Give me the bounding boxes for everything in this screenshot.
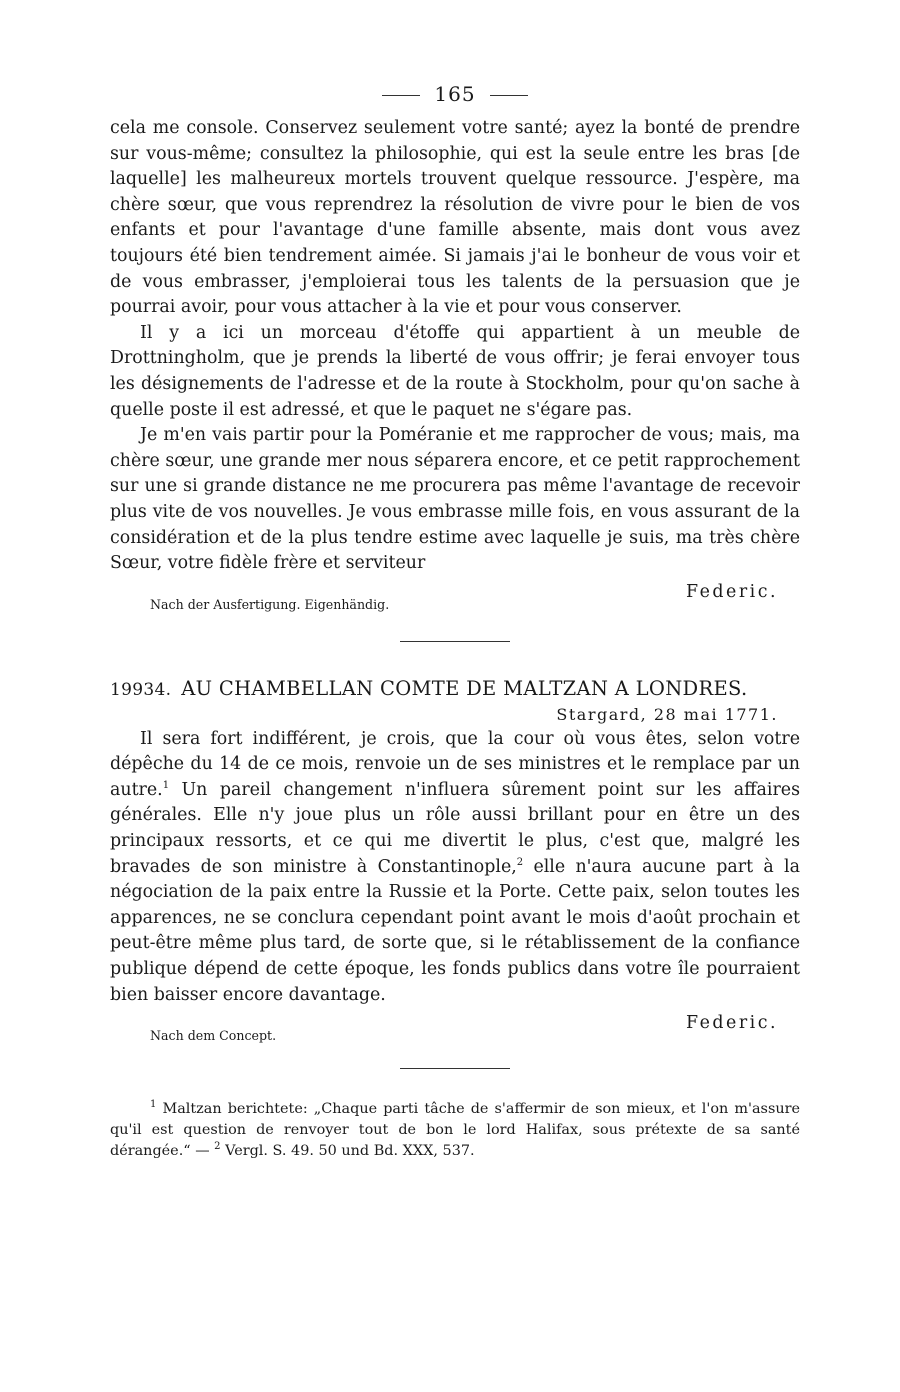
letter-2-dateline: Stargard, 28 mai 1771. [556,704,778,724]
letter-1-signature: Federic. [686,581,778,602]
letter-number: 19934. [110,679,172,700]
letter-1-source-note: Nach der Ausfertigung. Eigenhändig. [150,596,390,612]
letter-2-text-3: elle n'aura aucune part à la négociation de la paix entre la Russie et la Porte. Cette paix, selon toutes les apparences, ne se conclura cependant point avant le mois d'août prochain et peut-être même plus tard, de sorte que, si le rétablissement de la confiance publique dépend de cette époque, les fonds publics dans votre île pourraient bien baisser encore davantage. [110,856,800,1005]
letter-1-paragraph-1: cela me console. Conservez seulement votre santé; ayez la bonté de prendre sur vous-même; consultez la philosophie, qui est la seule entre les bras [de laquelle] les malheureux mortels trouvent quelque ressource. J'espère, ma chère sœur, que vous reprendrez la résolution de vivre pour le bien de vos enfants et pour l'avantage d'une famille absente, mais dont vous avez toujours été bien tendrement aimée. Si jamais j'ai le bonheur de vous voir et de vous embrasser, j'emploierai tous les talents de la persuasion que je pourrai avoir, pour vous attacher à la vie et pour vous conserver. [110,118,800,318]
footnote-divider [400,1068,510,1069]
footnote-text-2: Vergl. S. 49. 50 und Bd. XXX, 537. [220,1143,475,1160]
letter-2-source-note: Nach dem Concept. [150,1028,277,1044]
footnote-ref-1[interactable]: 1 [162,780,170,792]
letter-2-body [110,727,800,1009]
header-dash-left [382,95,420,96]
letter-2-heading [110,676,800,703]
letter-2-signature: Federic. [686,1013,778,1034]
footnote-ref-2[interactable]: 2 [516,856,524,868]
page-header [110,82,800,116]
letter-2-text-1: Il sera fort indifférent, je crois, que la cour où vous êtes, selon votre dépêche du 14 de ce mois, renvoie un de ses ministres et le remplace par un autre. [110,728,800,800]
footnote-text-1: Maltzan berichtete: „Chaque parti tâche de s'affermir de son mieux, et l'on m'assure qu'il est question de renvoyer tout de bon le lord Halifax, sous prétexte de sa santé dérangée.“ — [110,1101,800,1160]
letter-1 [110,116,800,613]
page-number: 165 [434,82,476,106]
book-page [110,82,800,1177]
footnote-mark-1: 1 [150,1099,157,1111]
letter-title: AU CHAMBELLAN COMTE DE MALTZAN A LONDRES. [181,676,748,700]
header-dash-right [490,95,528,96]
footnotes [110,1099,800,1162]
footnote-mark-2: 2 [214,1141,221,1153]
letter-2 [110,676,800,1045]
letter-1-paragraph-2: Il y a ici un morceau d'étoffe qui appartient à un meuble de Drottningholm, que je prends la liberté de vous offrir; je ferai envoyer tous les désignements de l'adresse et de la route à Stockholm, pour qu'on sache à quelle poste il est adressé, et que le paquet ne s'égare pas. [110,322,800,420]
section-divider [400,641,510,642]
letter-1-paragraph-3: Je m'en vais partir pour la Poméranie et me rapprocher de vous; mais, ma chère sœur, une grande mer nous séparera encore, et ce petit rapprochement sur une si grande distance ne me procurera pas même l'avantage de recevoir plus vite de vos nouvelles. Je vous embrasse mille fois, en vous assurant de la considération et de la plus tendre estime avec laquelle je suis, ma très chère Sœur, votre fidèle frère et serviteur [110,425,800,574]
letter-2-text-2: Un pareil changement n'influera sûrement point sur les affaires générales. Elle n'y joue plus un rôle aussi brillant pour en être un des principaux ressorts, et ce qui me divertit le plus, c'est que, malgré les bravades de son ministre à Constantinople, [110,779,800,877]
